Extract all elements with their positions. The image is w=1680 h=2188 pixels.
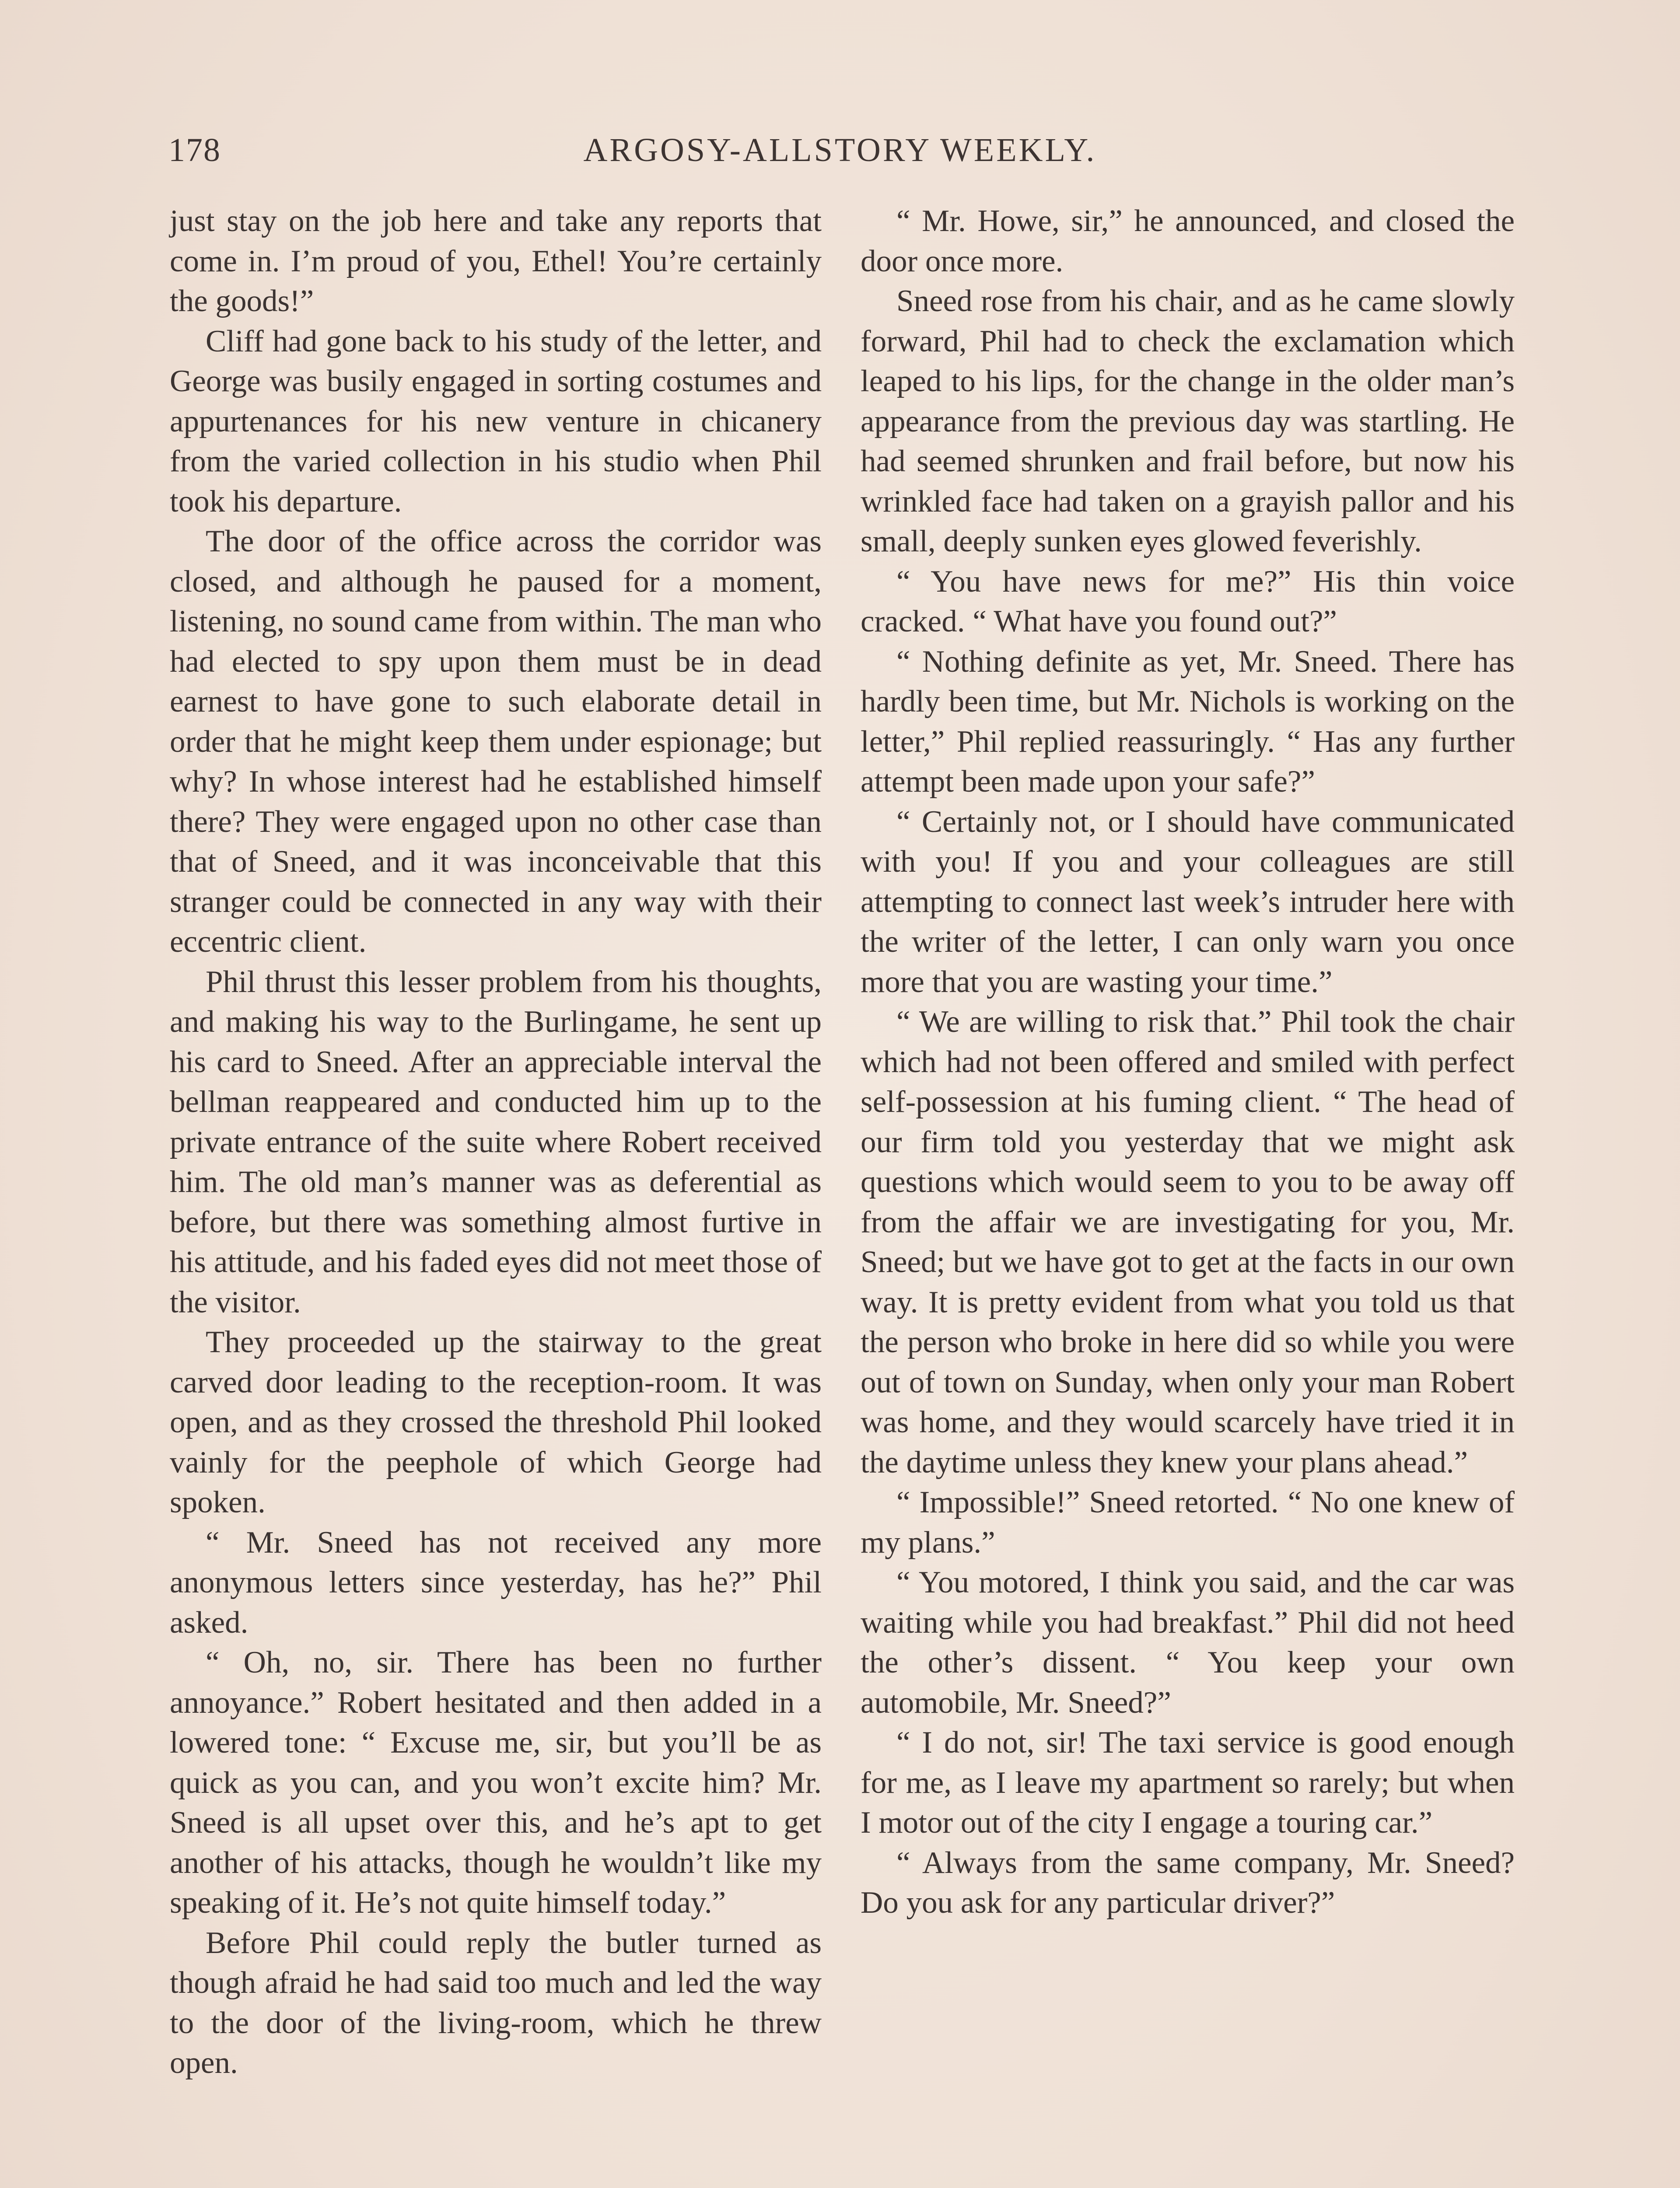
paragraph: “ You have news for me?” His thin voice cracked. “ What have you found out?”: [861, 564, 1515, 638]
page-number: 178: [168, 132, 221, 168]
paragraph: Phil thrust this lesser problem from his thoughts, and making his way to the Burlingame, he sent up his card to Sneed. After an appreciable interval the bellman reappeared and conducted him up to the private entrance of the suite where Robert received him. The old man’s manner was as deferential as before, but there was something almost furtive in his attitude, and his faded eyes did not meet those of the visitor.: [170, 964, 822, 1319]
paragraph: “ Nothing definite as yet, Mr. Sneed. There has hardly been time, but Mr. Nichols is working on the letter,” Phil replied reassuringly. “ Has any further attempt been made upon your safe?”: [861, 644, 1515, 799]
paragraph: Before Phil could reply the butler turned as though afraid he had said too much and led the way to the door of the living-room, which he threw open.: [170, 1925, 822, 2080]
paragraph: just stay on the job here and take any reports that come in. I’m proud of you, Ethel! You’re certainly the goods!”: [170, 204, 822, 318]
paragraph: “ We are willing to risk that.” Phil took the chair which had not been offered and smiled with perfect self-possession at his fuming client. “ The head of our firm told you yesterday that we might ask questions which would seem to you to be away off from the affair we are investigating for you, Mr. Sneed; but we have got to get at the facts in our own way. It is pretty evident from what you told us that the person who broke in here did so while you were out of town on Sunday, when only your man Robert was home, and they would scarcely have tried it in the daytime unless they knew your plans ahead.”: [861, 1005, 1515, 1480]
running-title: ARGOSY-ALLSTORY WEEKLY.: [583, 132, 1097, 168]
paragraph: “ Impossible!” Sneed retorted. “ No one knew of my plans.”: [861, 1485, 1515, 1560]
paragraph: The door of the office across the corridor was closed, and although he paused for a moment, listening, no sound came from within. The man who had elected to spy upon them must be in dead earnest to have gone to such elaborate detail in order that he might keep them under espionage; but why? In whose interest had he established himself there? They were engaged upon no other case than that of Sneed, and it was inconceivable that this stranger could be connected in any way with their eccentric client.: [170, 524, 822, 959]
paragraph: “ Mr. Howe, sir,” he announced, and closed the door once more.: [861, 204, 1515, 278]
left-column: [170, 201, 822, 2083]
paragraph: Cliff had gone back to his study of the letter, and George was busily engaged in sorting costumes and appurtenances for his new venture in chicanery from the varied collection in his studio when Phil took his departure.: [170, 324, 822, 519]
right-column: [861, 201, 1515, 1923]
paragraph: “ Always from the same company, Mr. Sneed? Do you ask for any particular driver?”: [861, 1845, 1515, 1920]
paragraph: “ Mr. Sneed has not received any more anonymous letters since yesterday, has he?” Phil asked.: [170, 1525, 822, 1640]
paragraph: “ Certainly not, or I should have communicated with you! If you and your colleagues are still attempting to connect last week’s intruder here with the writer of the letter, I can only warn you once more that you are wasting your time.”: [861, 804, 1515, 999]
paragraph: “ You motored, I think you said, and the car was waiting while you had breakfast.” Phil did not heed the other’s dissent. “ You keep your own automobile, Mr. Sneed?”: [861, 1565, 1515, 1720]
paragraph: “ Oh, no, sir. There has been no further annoyance.” Robert hesitated and then added in a lowered tone: “ Excuse me, sir, but you’ll be as quick as you can, and you won’t excite him? Mr. Sneed is all upset over this, and he’s apt to get another of his attacks, though he wouldn’t like my speaking of it. He’s not quite himself today.”: [170, 1645, 822, 1920]
paragraph: They proceeded up the stairway to the great carved door leading to the reception-room. It was open, and as they crossed the threshold Phil looked vainly for the peephole of which George had spoken.: [170, 1325, 822, 1519]
paragraph: “ I do not, sir! The taxi service is good enough for me, as I leave my apartment so rarely; but when I motor out of the city I engage a touring car.”: [861, 1725, 1515, 1840]
paragraph: Sneed rose from his chair, and as he came slowly forward, Phil had to check the exclamation which leaped to his lips, for the change in the older man’s appearance from the previous day was startling. He had seemed shrunken and frail before, but now his wrinkled face had taken on a grayish pallor and his small, deeply sunken eyes glowed feverishly.: [861, 284, 1515, 558]
